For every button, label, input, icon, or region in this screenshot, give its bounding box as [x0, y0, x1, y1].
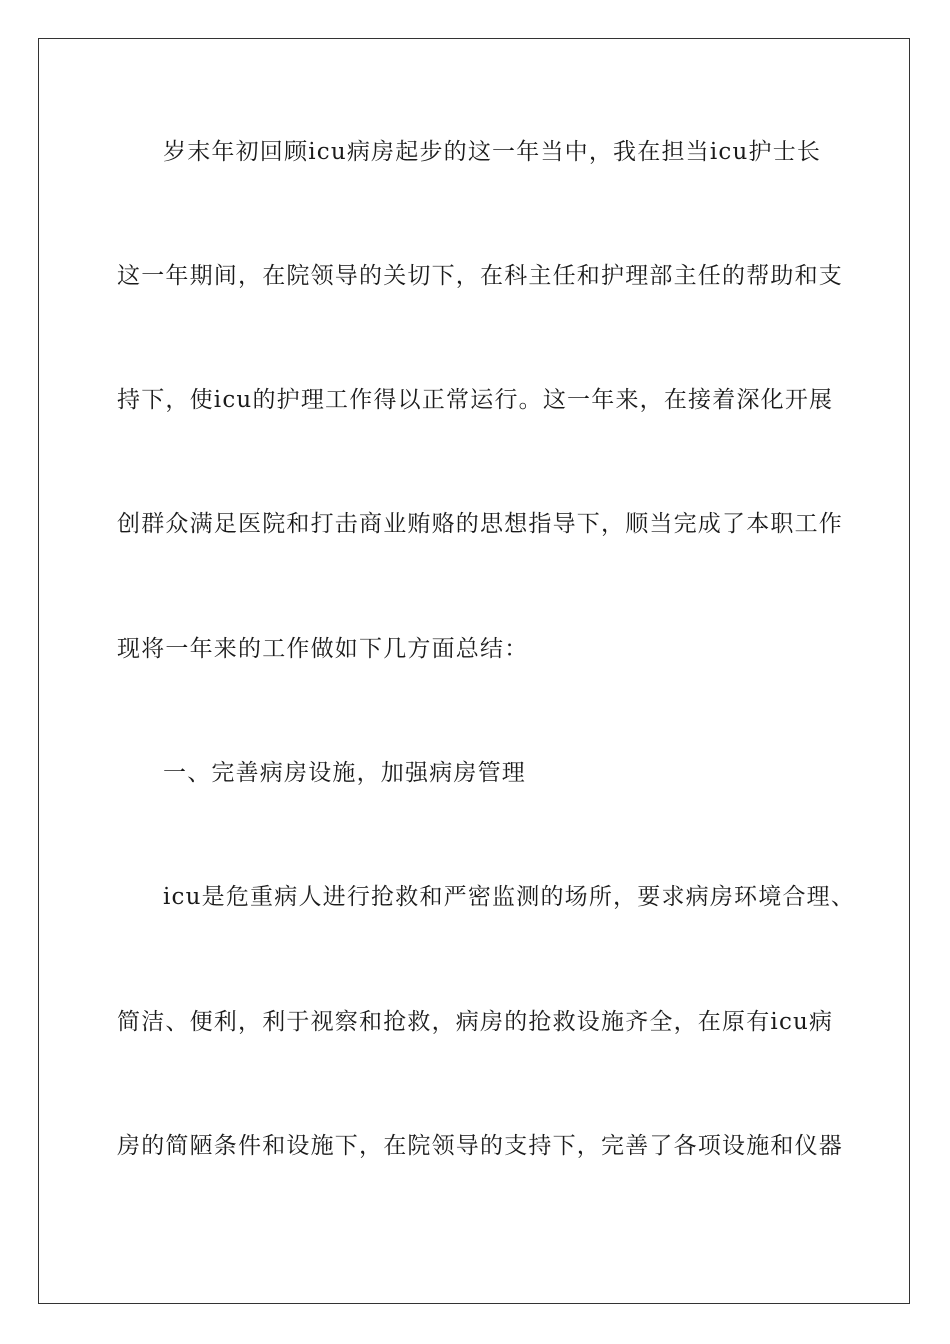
- paragraph-2-line-1: icu是危重病人进行抢救和严密监测的场所，要求病房环境合理、: [163, 884, 856, 910]
- paragraph-1-line-1: 岁末年初回顾icu病房起步的这一年当中，我在担当icu护士长: [163, 139, 822, 165]
- paragraph-1-line-2: 这一年期间，在院领导的关切下，在科主任和护理部主任的帮助和支: [117, 263, 843, 289]
- paragraph-2-line-2: 简洁、便利，利于视察和抢救，病房的抢救设施齐全，在原有icu病: [117, 1009, 834, 1035]
- section-heading: 一、完善病房设施，加强病房管理: [163, 760, 526, 786]
- paragraph-2-line-3: 房的简陋条件和设施下，在院领导的支持下，完善了各项设施和仪器: [117, 1133, 843, 1159]
- paragraph-1-line-3: 持下，使icu的护理工作得以正常运行。这一年来，在接着深化开展: [117, 387, 834, 413]
- paragraph-1-line-4: 创群众满足医院和打击商业贿赂的思想指导下，顺当完成了本职工作: [117, 511, 843, 537]
- page-border: [38, 38, 910, 1304]
- paragraph-1-line-5: 现将一年来的工作做如下几方面总结：: [117, 636, 529, 662]
